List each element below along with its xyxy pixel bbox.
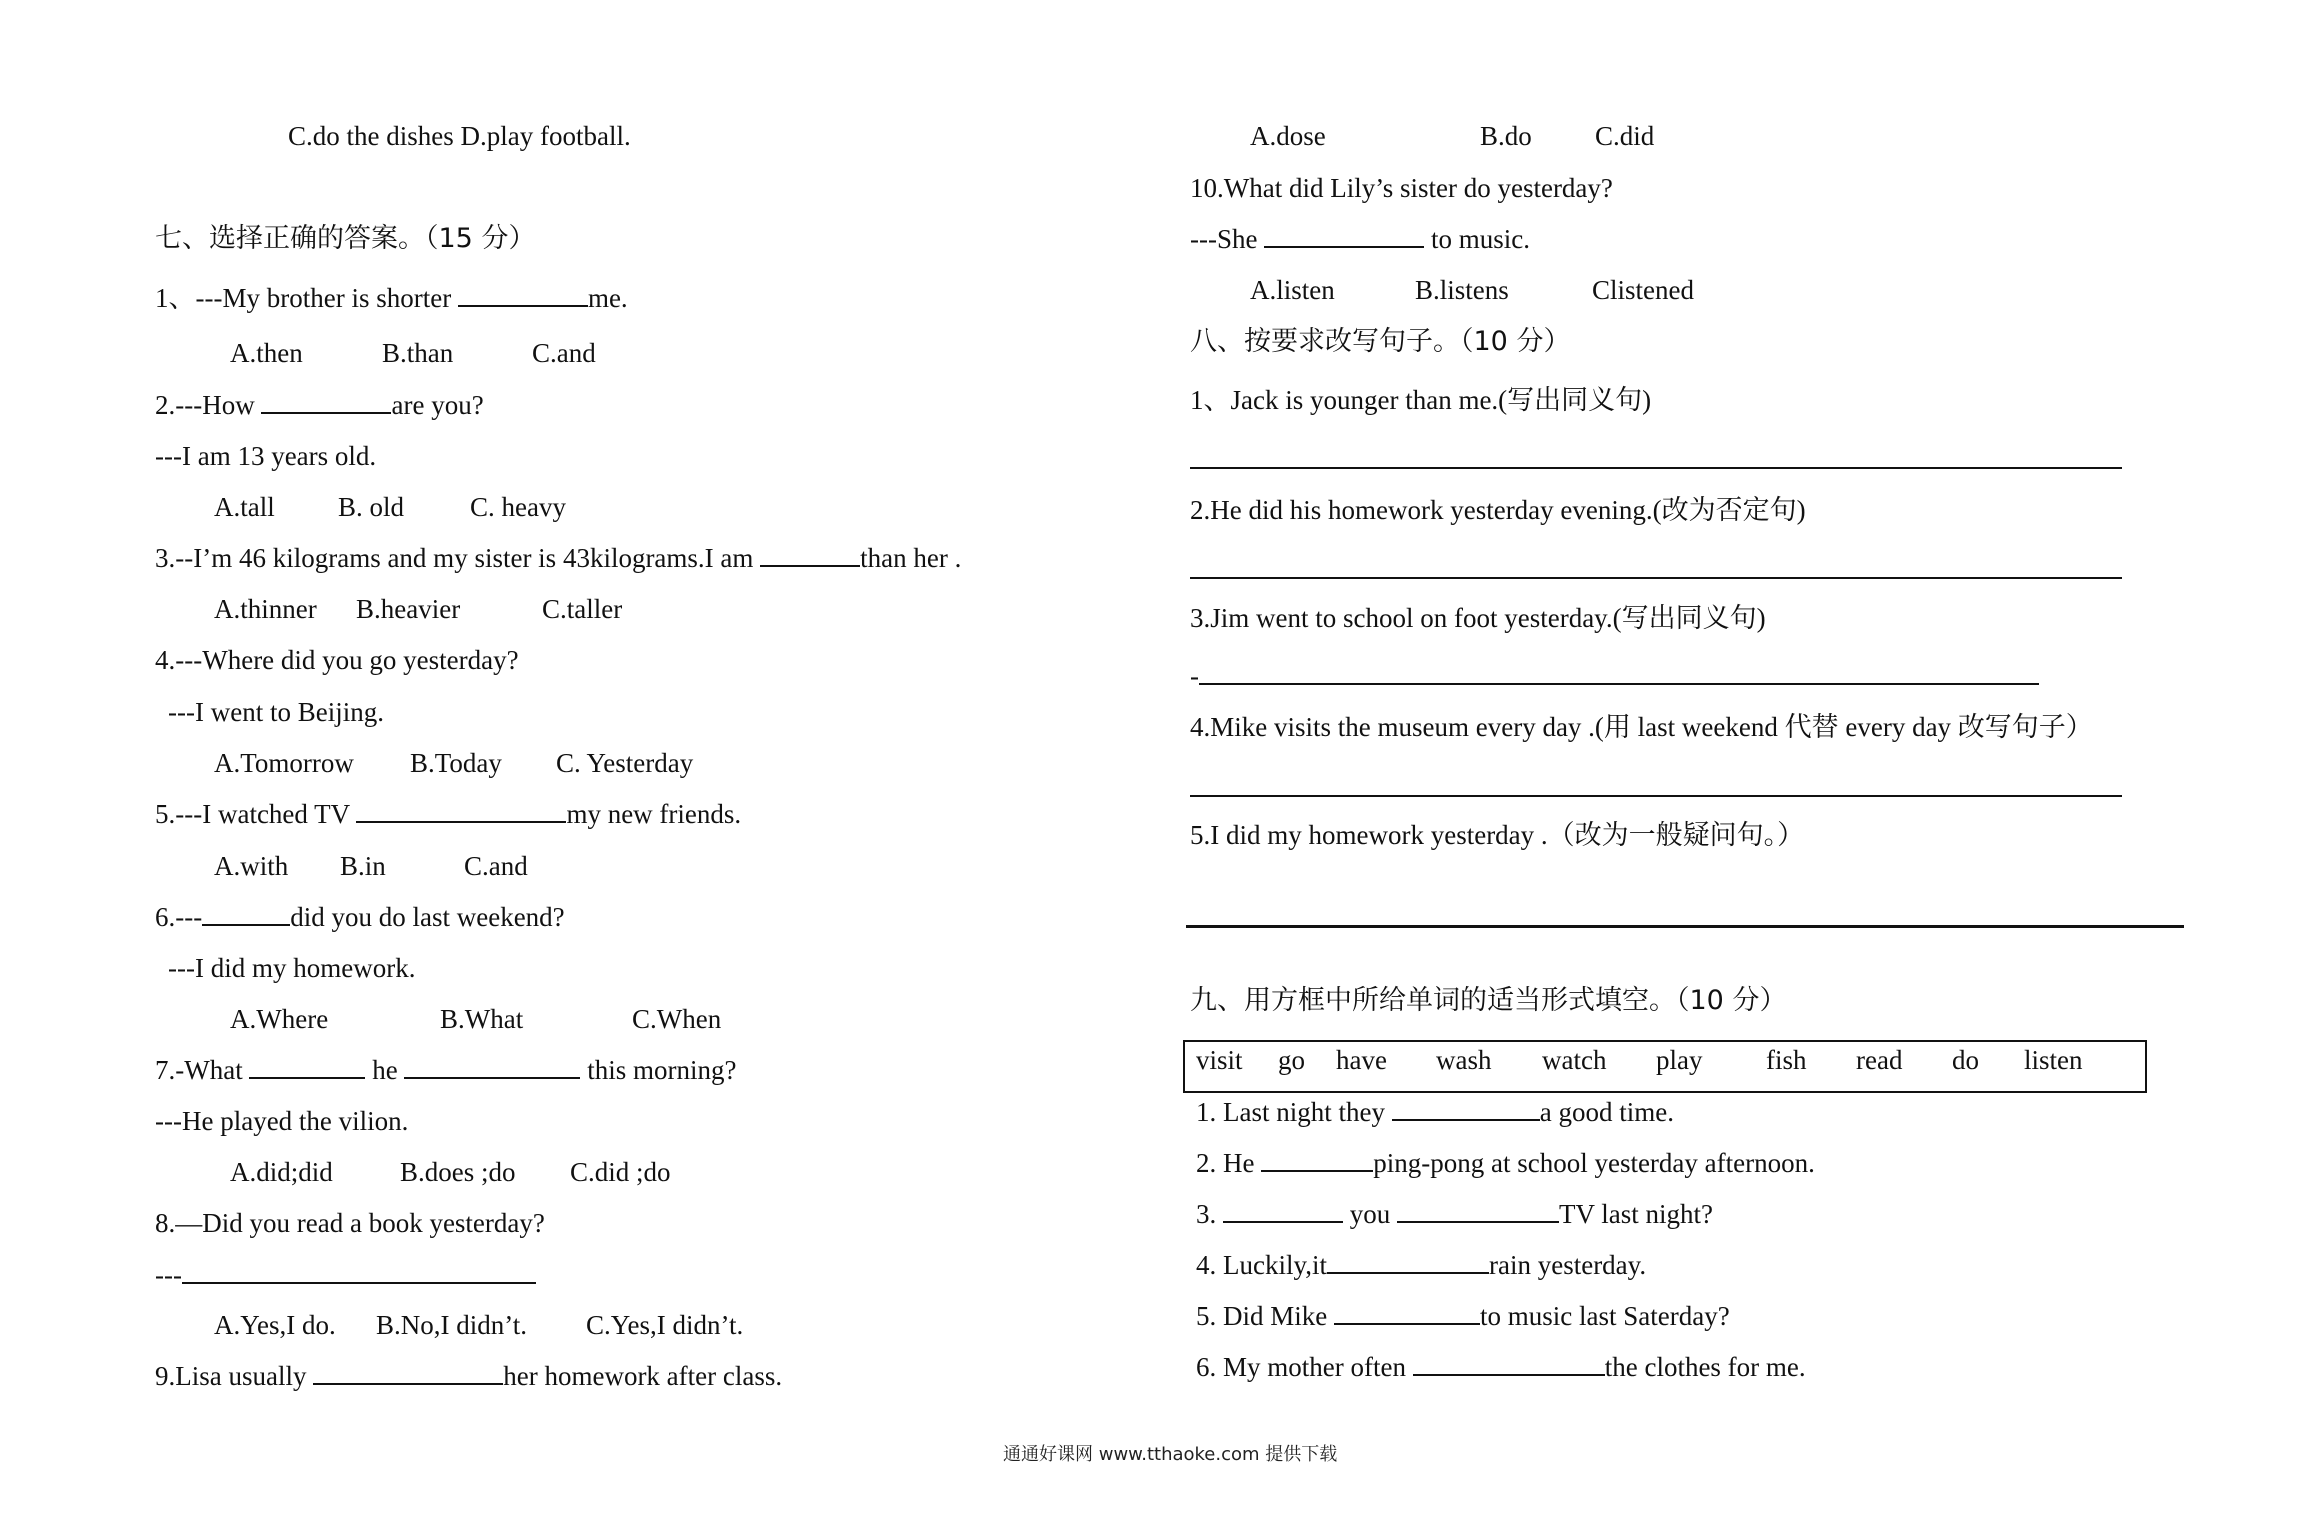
question-10-option-c: Clistened [1592,275,1694,305]
question-7-option-c: C.did ;do [570,1157,671,1187]
word-watch: watch [1542,1045,1607,1075]
question-10-text-end: to music. [1424,224,1530,254]
question-7 [155,1053,736,1087]
fill-item-1-text: 1. Last night they [1196,1097,1392,1127]
question-9 [155,1359,782,1393]
rewrite-answer-line-2[interactable] [1190,577,2122,579]
fill-item-6 [1196,1350,1806,1384]
rewrite-sentence-4: 4.Mike visits the museum every day .(用 last weekend 代替 every day 改写句子） [1190,712,2093,742]
question-8: 8.—Did you read a book yesterday? [155,1208,545,1238]
question-5-text-end: my new friends. [566,799,742,829]
rewrite-answer-line-5[interactable] [1186,925,2184,928]
answer-blank[interactable] [404,1053,580,1079]
question-4-answer: ---I went to Beijing. [168,697,384,727]
question-4: 4.---Where did you go yesterday? [155,645,519,675]
fill-item-5 [1196,1299,1730,1333]
question-7-text: 7.-What [155,1055,250,1085]
question-6 [155,900,565,934]
question-8-option-c: C.Yes,I didn’t. [586,1310,744,1340]
rewrite-sentence-2: 2.He did his homework yesterday evening.(改为否定句) [1190,495,1806,525]
rewrite-answer-line-1[interactable] [1190,467,2122,469]
fill-item-1 [1196,1095,1674,1129]
answer-blank[interactable] [760,541,860,567]
question-6-option-a: A.Where [230,1004,329,1034]
question-6-text-end: did you do last weekend? [290,902,565,932]
question-2-text-end: are you? [391,390,484,420]
question-1 [155,281,628,315]
answer-blank[interactable] [249,1053,365,1079]
answer-blank[interactable] [1261,1146,1373,1172]
question-1-option-b: B.than [382,338,454,368]
fill-item-2 [1196,1146,1815,1180]
word-listen: listen [2024,1045,2083,1075]
rewrite-answer-3-dash: - [1190,661,1199,691]
question-10-text: ---She [1190,224,1265,254]
word-read: read [1856,1045,1903,1075]
question-1-text: 1、---My brother is shorter [155,283,458,313]
question-6-option-b: B.What [440,1004,524,1034]
fill-item-4-text-end: rain yesterday. [1488,1250,1647,1280]
question-9-option-a: A.dose [1250,121,1326,151]
question-2-option-c: C. heavy [470,492,566,522]
fill-item-3-text: 3. [1196,1199,1223,1229]
question-4-option-c: C. Yesterday [556,748,694,778]
answer-blank[interactable] [182,1258,536,1284]
fill-item-3-text-end: TV last night? [1559,1199,1713,1229]
section-8-title: 八、按要求改写句子。（10 分） [1190,326,1571,357]
question-7-option-a: A.did;did [230,1157,333,1187]
word-go: go [1278,1045,1305,1075]
word-visit: visit [1196,1045,1243,1075]
question-9-text: 9.Lisa usually [155,1361,314,1391]
fill-item-3 [1196,1197,1713,1231]
rewrite-answer-3 [1190,659,2039,693]
question-2-answer: ---I am 13 years old. [155,441,377,471]
fill-item-5-text: 5. Did Mike [1196,1301,1334,1331]
question-10-option-a: A.listen [1250,275,1335,305]
section-7-title: 七、选择正确的答案。（15 分） [155,223,536,254]
question-10-option-b: B.listens [1415,275,1509,305]
word-play: play [1656,1045,1703,1075]
question-10-answer [1190,222,1530,256]
question-8-answer-line [155,1258,536,1292]
fill-item-1-text-end: a good time. [1539,1097,1674,1127]
answer-blank[interactable] [1397,1197,1559,1223]
question-6-answer: ---I did my homework. [168,953,416,983]
question-2 [155,388,484,422]
answer-blank[interactable] [1199,659,2039,685]
answer-blank[interactable] [1264,222,1424,248]
word-do: do [1952,1045,1979,1075]
question-8-option-a: A.Yes,I do. [214,1310,336,1340]
question-8-option-b: B.No,I didn’t. [376,1310,528,1340]
answer-blank[interactable] [356,797,566,823]
answer-blank[interactable] [202,900,290,926]
fill-item-6-text: 6. My mother often [1196,1352,1413,1382]
word-have: have [1336,1045,1387,1075]
rewrite-sentence-1: 1、Jack is younger than me.(写出同义句) [1190,385,1652,415]
question-3-option-b: B.heavier [356,594,461,624]
rewrite-sentence-5: 5.I did my homework yesterday .（改为一般疑问句。） [1190,820,1805,850]
rewrite-answer-line-4[interactable] [1190,795,2122,797]
question-4-option-a: A.Tomorrow [214,748,354,778]
question-2-text: 2.---How [155,390,262,420]
question-9-option-c: C.did [1595,121,1655,151]
fill-item-4 [1196,1248,1646,1282]
fill-item-3-text-mid: you [1343,1199,1397,1229]
word-wash: wash [1436,1045,1492,1075]
answer-blank[interactable] [1223,1197,1343,1223]
question-7-text-mid: he [365,1055,405,1085]
answer-blank[interactable] [458,281,588,307]
rewrite-sentence-3: 3.Jim went to school on foot yesterday.(写出同义句) [1190,603,1766,633]
answer-blank[interactable] [313,1359,503,1385]
question-2-option-b: B. old [338,492,405,522]
question-3-text: 3.--I’m 46 kilograms and my sister is 43kilograms.I am [155,543,761,573]
answer-blank[interactable] [1392,1095,1540,1121]
question-7-answer: ---He played the vilion. [155,1106,409,1136]
fill-item-5-text-end: to music last Saterday? [1480,1301,1730,1331]
question-6-option-c: C.When [632,1004,722,1034]
question-1-option-a: A.then [230,338,303,368]
question-5-option-a: A.with [214,851,289,881]
question-1-option-c: C.and [532,338,596,368]
question-3-option-a: A.thinner [214,594,317,624]
answer-blank[interactable] [1413,1350,1605,1376]
fill-item-2-text: 2. He [1196,1148,1262,1178]
answer-blank[interactable] [1334,1299,1480,1325]
fill-item-2-text-end: ping-pong at school yesterday afternoon. [1373,1148,1815,1178]
question-3-text-end: than her . [860,543,962,573]
question-7-text-end: this morning? [580,1055,737,1085]
question-2-option-a: A.tall [214,492,275,522]
question-8-dash: --- [155,1260,182,1290]
question-7-option-b: B.does ;do [400,1157,516,1187]
question-3 [155,541,961,575]
question-5-text: 5.---I watched TV [155,799,357,829]
question-9-option-b: B.do [1480,121,1532,151]
question-1-text-end: me. [587,283,628,313]
question-6-text: 6.--- [155,902,203,932]
previous-question-options-cd: C.do the dishes D.play football. [288,121,631,151]
question-5-option-c: C.and [464,851,528,881]
question-9-text-end: her homework after class. [503,1361,783,1391]
answer-blank[interactable] [261,388,391,414]
fill-item-6-text-end: the clothes for me. [1604,1352,1806,1382]
footer-source: 通通好课网 www.tthaoke.com 提供下载 [1003,1444,1338,1465]
question-3-option-c: C.taller [542,594,623,624]
question-5 [155,797,741,831]
answer-blank[interactable] [1327,1248,1489,1274]
question-10: 10.What did Lily’s sister do yesterday? [1190,173,1613,203]
fill-item-4-text: 4. Luckily,it [1196,1250,1327,1280]
question-5-option-b: B.in [340,851,386,881]
word-fish: fish [1766,1045,1807,1075]
question-4-option-b: B.Today [410,748,502,778]
section-9-title: 九、用方框中所给单词的适当形式填空。（10 分） [1190,985,1787,1016]
